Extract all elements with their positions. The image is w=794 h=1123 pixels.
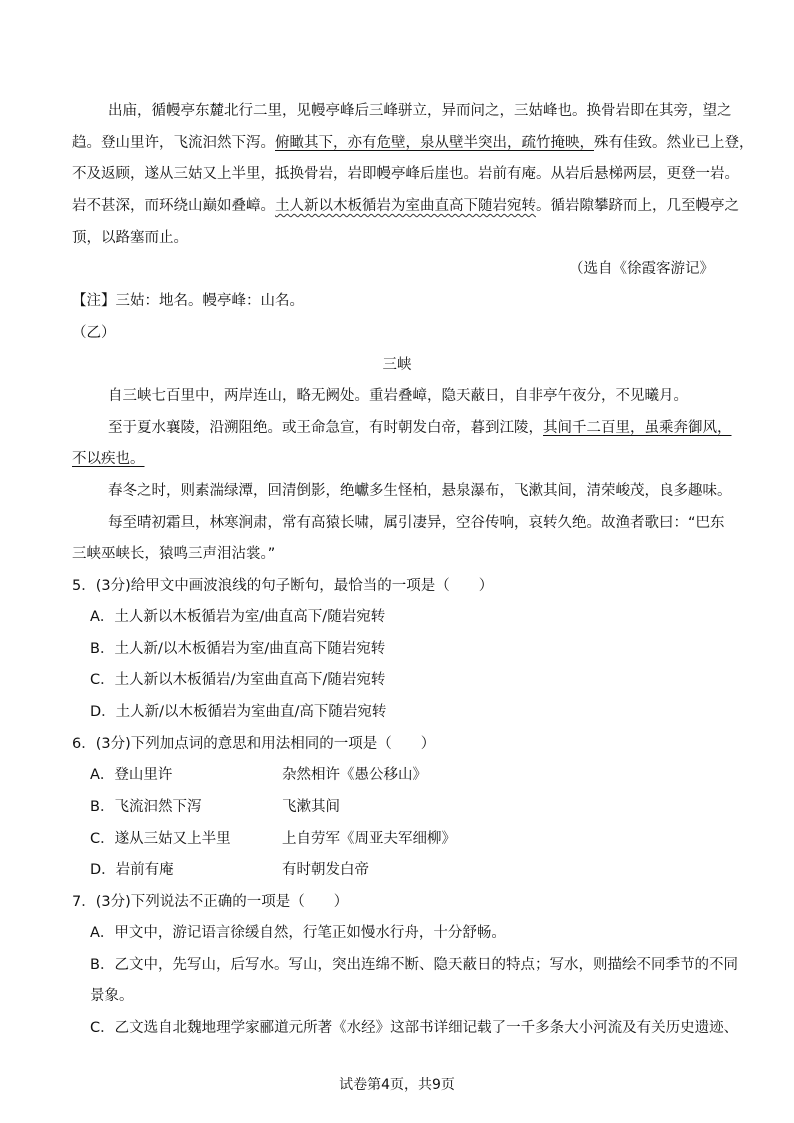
q5-option-b: B．土人新/以木板循岩为室/曲直高下随岩宛转 <box>90 641 386 657</box>
jia-line-4: 岩不甚深，而环绕山巅如叠嶂。土人新以木板循岩为室曲直高下随岩宛转。循岩隙攀跻而上，几至幔亭之 <box>72 198 739 214</box>
question-7: 7．(3分)下列说法不正确的一项是（ ） <box>72 894 349 910</box>
q6-option-c-ref: 上自劳军《周亚夫军细柳》 <box>282 831 456 847</box>
yi-para-2-cont: 不以疾也。 <box>72 451 145 467</box>
q6-option-d-ref: 有时朝发白帝 <box>282 862 369 878</box>
yi-para-2: 至于夏水襄陵，沿溯阻绝。或王命急宣，有时朝发白帝，暮到江陵，其间千二百里，虽乘奔御风， <box>108 420 732 436</box>
yi-para-3: 春冬之时，则素湍绿潭，回清倒影，绝巘多生怪柏，悬泉瀑布，飞漱其间，清荣峻茂，良多趣味。 <box>108 483 732 499</box>
yi-para-1: 自三峡七百里中，两岸连山，略无阙处。重岩叠嶂，隐天蔽日，自非亭午夜分，不见曦月。 <box>108 388 688 404</box>
wavy-sentence: 土人新以木板循岩为室曲直高下随岩宛转 <box>275 198 536 214</box>
q7-option-b-cont: 景象。 <box>90 988 134 1004</box>
jia-line-5: 顶，以路塞而止。 <box>72 230 188 246</box>
jia-line-1: 出庙，循幔亭东麓北行二里，见幔亭峰后三峰骈立，异而问之，三姑峰也。换骨岩即在其旁，望之 <box>108 103 732 119</box>
underlined-sentence: 俯瞰其下，亦有危壁，泉从壁半突出，疏竹掩映， <box>275 135 594 151</box>
q6-option-d: D．岩前有庵 <box>90 862 174 878</box>
q5-option-c: C．土人新以木板循岩/为室曲直高下/随岩宛转 <box>90 672 386 688</box>
question-6: 6．(3分)下列加点词的意思和用法相同的一项是（ ） <box>72 736 436 752</box>
q6-option-b: B．飞流汩然下泻 <box>90 799 202 815</box>
q6-option-b-ref: 飞漱其间 <box>282 799 340 815</box>
q5-option-d: D．土人新/以木板循岩为室曲直/高下随岩宛转 <box>90 704 387 720</box>
q7-option-a: A．甲文中，游记语言徐缓自然，行笔正如慢水行舟，十分舒畅。 <box>90 925 506 941</box>
q5-option-a: A．土人新以木板循岩为室/曲直高下/随岩宛转 <box>90 609 386 625</box>
passage-title: 三峡 <box>382 357 412 373</box>
yi-para-4-cont: 三峡巫峡长，猿鸣三声泪沾裳。” <box>72 546 276 562</box>
underlined-sentence-2: 其间千二百里，虽乘奔御风， <box>543 420 732 436</box>
q6-option-a: A．登山里许 <box>90 767 173 783</box>
page-footer: 试卷第4页，共9页 <box>339 1077 455 1093</box>
q7-option-b: B．乙文中，先写山，后写水。写山，突出连绵不断、隐天蔽日的特点；写水，则描绘不同季节的不同 <box>90 957 738 973</box>
yi-label: （乙） <box>72 325 116 341</box>
jia-line-3: 不及返顾，遂从三姑又上半里，抵换骨岩，岩即幔亭峰后崖也。岩前有庵。从岩后悬梯两层，更登一岩。 <box>72 166 739 182</box>
source-citation: （选自《徐霞客游记》 <box>569 261 714 277</box>
note: 【注】三姑：地名。幔亭峰：山名。 <box>72 293 304 309</box>
q6-option-c: C．遂从三姑又上半里 <box>90 831 231 847</box>
question-5: 5．(3分)给甲文中画波浪线的句子断句，最恰当的一项是（ ） <box>72 578 494 594</box>
jia-line-2: 趋。登山里许，飞流汩然下泻。俯瞰其下，亦有危壁，泉从壁半突出，疏竹掩映，殊有佳致。然业已上登， <box>72 135 754 151</box>
yi-para-4: 每至晴初霜旦，林寒涧肃，常有高猿长啸，属引凄异，空谷传响，哀转久绝。故渔者歌曰：“巴东 <box>108 515 725 531</box>
q6-option-a-ref: 杂然相许《愚公移山》 <box>282 767 427 783</box>
q7-option-c: C．乙文选自北魏地理学家郦道元所著《水经》这部书详细记载了一千多条大小河流及有关历史遗迹、 <box>90 1020 739 1036</box>
